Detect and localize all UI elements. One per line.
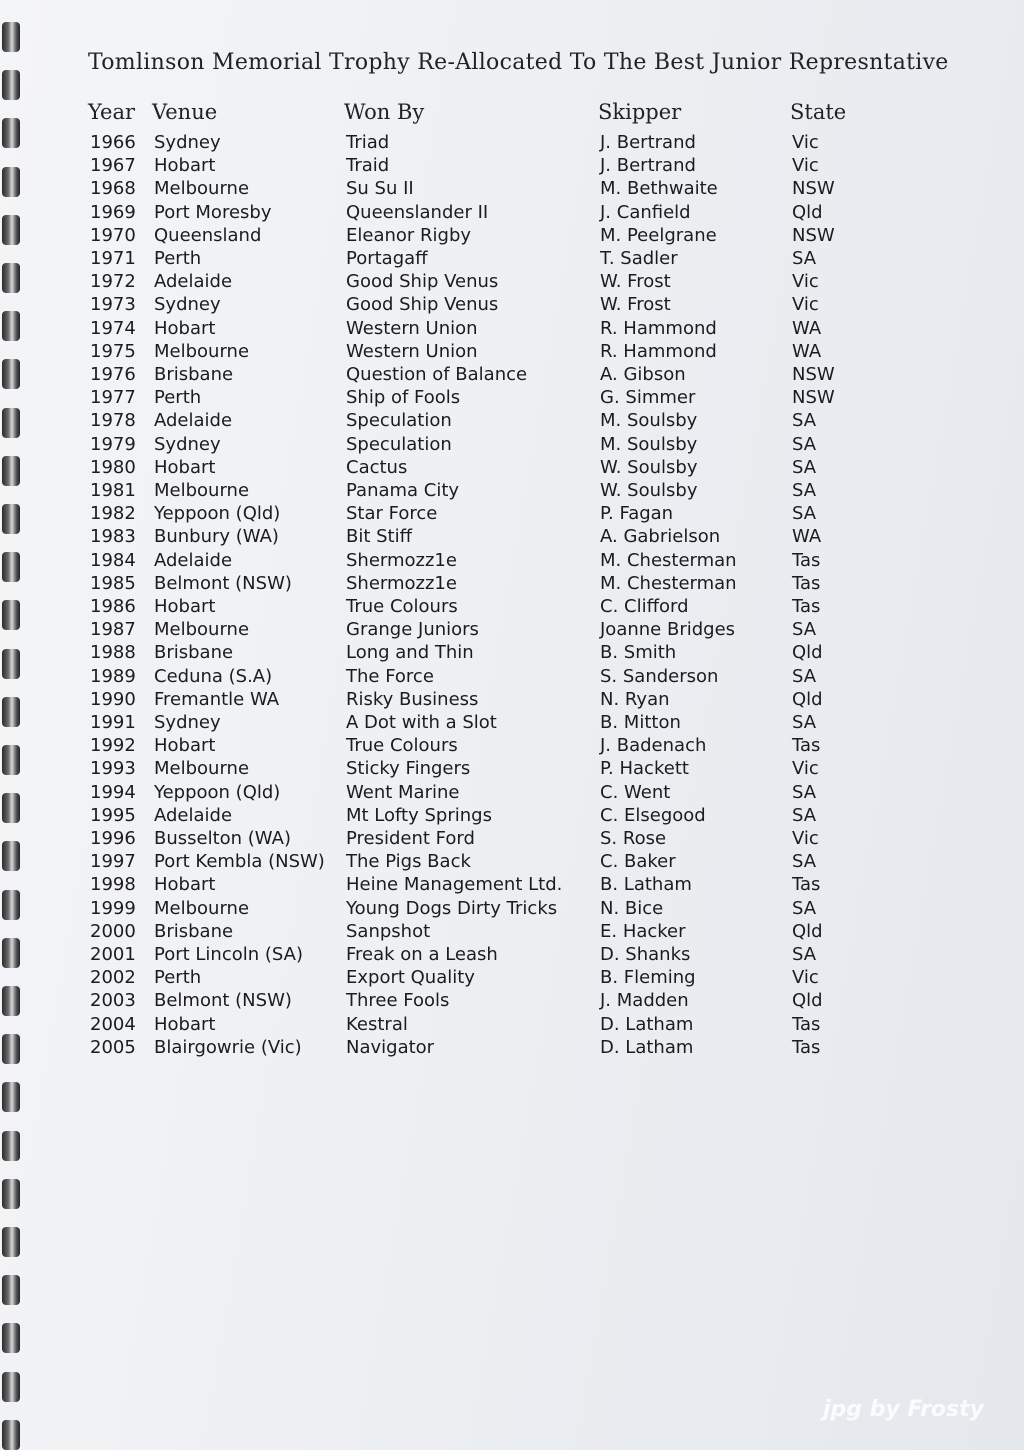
cell-venue: Perth [154, 387, 202, 409]
cell-skipper: B. Fleming [600, 967, 696, 989]
table-row [30, 225, 1024, 248]
cell-venue: Sydney [154, 712, 221, 733]
cell-skipper: S. Rose [600, 828, 667, 849]
cell-won-by: Bit Stiff [346, 526, 413, 548]
cell-won-by: Navigator [346, 1036, 435, 1058]
cell-year: 1996 [90, 828, 136, 849]
cell-won-by: True Colours [346, 735, 458, 757]
cell-state: NSW [792, 364, 835, 385]
cell-year: 1982 [90, 503, 136, 525]
cell-skipper: J. Canfield [600, 201, 691, 223]
cell-skipper: M. Chesterman [600, 549, 737, 571]
cell-year: 2001 [90, 944, 136, 965]
cell-venue: Hobart [154, 317, 216, 339]
cell-state: SA [792, 248, 817, 269]
table-row [30, 689, 1024, 712]
cell-state: SA [792, 712, 817, 733]
cell-state: WA [792, 317, 822, 339]
cell-state: NSW [792, 387, 835, 409]
cell-skipper: A. Gibson [600, 364, 686, 385]
cell-year: 1968 [90, 178, 136, 200]
cell-skipper: W. Frost [600, 294, 671, 316]
cell-state: SA [792, 781, 817, 803]
cell-skipper: C. Elsegood [600, 804, 706, 826]
header-year: Year [88, 100, 136, 124]
cell-state: SA [792, 619, 817, 641]
cell-state: NSW [792, 224, 835, 246]
table-row [30, 410, 1024, 433]
cell-skipper: Joanne Bridges [600, 619, 736, 641]
cell-state: Tas [792, 572, 821, 594]
cell-won-by: The Force [346, 665, 434, 687]
cell-state: Tas [792, 596, 821, 617]
cell-skipper: N. Bice [600, 897, 664, 919]
cell-won-by: Heine Management Ltd. [346, 874, 563, 896]
cell-won-by: Shermozz1e [346, 549, 457, 571]
cell-year: 1994 [90, 781, 136, 803]
cell-year: 1984 [90, 549, 136, 571]
cell-state: Tas [792, 735, 821, 757]
cell-year: 1973 [90, 294, 136, 316]
cell-won-by: Kestral [346, 1013, 408, 1035]
cell-skipper: R. Hammond [600, 340, 717, 362]
cell-state: Tas [792, 1036, 821, 1058]
table-row [30, 898, 1024, 921]
cell-year: 1979 [90, 433, 136, 455]
table-row [30, 318, 1024, 341]
cell-state: WA [792, 340, 822, 362]
cell-venue: Melbourne [154, 619, 250, 641]
cell-venue: Queensland [154, 224, 262, 246]
binding-ring [2, 263, 20, 293]
cell-venue: Perth [154, 248, 202, 269]
table-row [30, 712, 1024, 735]
cell-venue: Hobart [154, 155, 216, 177]
cell-won-by: Good Ship Venus [346, 294, 499, 316]
cell-skipper: R. Hammond [600, 317, 717, 339]
cell-skipper: G. Simmer [600, 387, 696, 409]
cell-year: 1989 [90, 665, 136, 687]
cell-skipper: S. Sanderson [600, 665, 719, 687]
cell-venue: Melbourne [154, 340, 250, 362]
cell-year: 1975 [90, 340, 136, 362]
cell-skipper: C. Clifford [600, 596, 689, 617]
table-row [30, 1037, 1024, 1060]
cell-state: Vic [792, 155, 819, 177]
cell-state: Qld [792, 642, 823, 664]
cell-won-by: President Ford [346, 828, 475, 849]
cell-won-by: Freak on a Leash [346, 944, 498, 965]
table-row [30, 666, 1024, 689]
binding-ring [2, 359, 20, 389]
cell-state: SA [792, 944, 817, 965]
cell-year: 1977 [90, 387, 136, 409]
document-page [30, 0, 1024, 1450]
cell-venue: Adelaide [154, 410, 233, 432]
table-row [30, 990, 1024, 1013]
table-row [30, 457, 1024, 480]
cell-venue: Adelaide [154, 549, 233, 571]
binding-ring [2, 938, 20, 968]
cell-won-by: Good Ship Venus [346, 271, 499, 293]
table-row [30, 155, 1024, 178]
binding-ring [2, 1275, 20, 1305]
cell-won-by: Ship of Fools [346, 387, 461, 409]
cell-won-by: Long and Thin [346, 642, 474, 664]
cell-venue: Bunbury (WA) [154, 526, 279, 548]
cell-venue: Port Moresby [154, 201, 272, 223]
cell-won-by: Su Su II [346, 178, 414, 200]
cell-won-by: Eleanor Rigby [346, 224, 472, 246]
cell-won-by: Cactus [346, 456, 408, 478]
table-row [30, 503, 1024, 526]
cell-skipper: B. Smith [600, 642, 677, 664]
cell-skipper: P. Fagan [600, 503, 674, 525]
cell-state: Qld [792, 688, 823, 710]
cell-state: SA [792, 456, 817, 478]
binding-ring [2, 118, 20, 148]
cell-venue: Melbourne [154, 178, 250, 200]
cell-venue: Fremantle WA [154, 688, 280, 710]
binding-ring [2, 600, 20, 630]
table-row [30, 178, 1024, 201]
table-row [30, 294, 1024, 317]
cell-won-by: Grange Juniors [346, 619, 479, 641]
table-row [30, 480, 1024, 503]
table-row [30, 1014, 1024, 1037]
cell-year: 2005 [90, 1036, 136, 1058]
cell-state: Vic [792, 271, 819, 293]
cell-won-by: Went Marine [346, 781, 460, 803]
binding-ring [2, 1034, 20, 1064]
binding-ring [2, 456, 20, 486]
spiral-binding [0, 0, 30, 1450]
cell-venue: Adelaide [154, 804, 233, 826]
table-row [30, 851, 1024, 874]
cell-year: 1981 [90, 480, 136, 501]
cell-venue: Melbourne [154, 897, 250, 919]
cell-year: 1980 [90, 456, 136, 478]
cell-venue: Adelaide [154, 271, 233, 293]
cell-venue: Ceduna (S.A) [154, 665, 273, 687]
cell-skipper: C. Baker [600, 851, 676, 873]
table-row [30, 642, 1024, 665]
cell-state: SA [792, 665, 817, 687]
cell-year: 1967 [90, 155, 136, 177]
binding-ring [2, 793, 20, 823]
binding-ring [2, 1372, 20, 1402]
cell-won-by: Panama City [346, 480, 460, 501]
cell-won-by: Three Fools [346, 990, 450, 1012]
binding-ring [2, 1082, 20, 1112]
cell-state: Vic [792, 758, 819, 780]
cell-skipper: B. Latham [600, 874, 692, 896]
cell-skipper: W. Soulsby [600, 480, 698, 501]
cell-year: 1970 [90, 224, 136, 246]
table-row [30, 271, 1024, 294]
cell-state: SA [792, 433, 817, 455]
cell-skipper: N. Ryan [600, 688, 670, 710]
cell-state: Vic [792, 132, 819, 153]
cell-year: 1976 [90, 364, 136, 385]
binding-ring [2, 552, 20, 582]
header-state: State [790, 100, 847, 124]
cell-venue: Brisbane [154, 364, 234, 385]
cell-state: Vic [792, 828, 819, 849]
cell-won-by: Speculation [346, 433, 452, 455]
cell-skipper: J. Bertrand [600, 132, 696, 153]
binding-ring [2, 1323, 20, 1353]
cell-year: 1998 [90, 874, 136, 896]
cell-won-by: A Dot with a Slot [346, 712, 497, 733]
cell-year: 1991 [90, 712, 136, 733]
cell-won-by: Queenslander II [346, 201, 489, 223]
cell-year: 1990 [90, 688, 136, 710]
cell-year: 1995 [90, 804, 136, 826]
cell-venue: Hobart [154, 735, 216, 757]
cell-won-by: Young Dogs Dirty Tricks [346, 897, 558, 919]
cell-venue: Perth [154, 967, 202, 989]
cell-venue: Melbourne [154, 758, 250, 780]
cell-state: Tas [792, 1013, 821, 1035]
cell-year: 1988 [90, 642, 136, 664]
table-row [30, 758, 1024, 781]
table-row [30, 364, 1024, 387]
cell-state: Qld [792, 920, 823, 942]
cell-year: 1985 [90, 572, 136, 594]
cell-won-by: Star Force [346, 503, 438, 525]
cell-skipper: M. Bethwaite [600, 178, 718, 200]
cell-venue: Brisbane [154, 642, 234, 664]
cell-year: 1971 [90, 248, 136, 269]
cell-venue: Yeppoon (Qld) [154, 503, 281, 525]
cell-state: NSW [792, 178, 835, 200]
cell-year: 2003 [90, 990, 136, 1012]
cell-year: 1997 [90, 851, 136, 873]
cell-won-by: Western Union [346, 317, 478, 339]
binding-ring [2, 22, 20, 52]
table-row [30, 782, 1024, 805]
table-row [30, 828, 1024, 851]
cell-skipper: B. Mitton [600, 712, 681, 733]
cell-skipper: M. Peelgrane [600, 224, 717, 246]
cell-state: WA [792, 526, 822, 548]
binding-ring [2, 215, 20, 245]
cell-won-by: Risky Business [346, 688, 479, 710]
cell-skipper: M. Chesterman [600, 572, 737, 594]
cell-state: SA [792, 480, 817, 501]
cell-won-by: Portagaff [346, 248, 428, 269]
cell-year: 2000 [90, 920, 136, 942]
cell-skipper: E. Hacker [600, 920, 686, 942]
cell-skipper: P. Hackett [600, 758, 689, 780]
table-row [30, 387, 1024, 410]
cell-venue: Yeppoon (Qld) [154, 781, 281, 803]
binding-ring [2, 1420, 20, 1450]
cell-won-by: Traid [346, 155, 390, 177]
cell-venue: Belmont (NSW) [154, 572, 292, 594]
table-row [30, 805, 1024, 828]
cell-skipper: W. Soulsby [600, 456, 698, 478]
table-row [30, 967, 1024, 990]
cell-year: 1974 [90, 317, 136, 339]
cell-skipper: D. Latham [600, 1036, 694, 1058]
cell-venue: Port Kembla (NSW) [154, 851, 325, 873]
binding-ring [2, 1179, 20, 1209]
cell-year: 1993 [90, 758, 136, 780]
cell-venue: Hobart [154, 456, 216, 478]
cell-won-by: Sticky Fingers [346, 758, 471, 780]
cell-state: Tas [792, 874, 821, 896]
binding-ring [2, 649, 20, 679]
cell-year: 1983 [90, 526, 136, 548]
cell-venue: Sydney [154, 132, 221, 153]
cell-venue: Brisbane [154, 920, 234, 942]
cell-year: 1987 [90, 619, 136, 641]
cell-year: 1999 [90, 897, 136, 919]
cell-year: 1972 [90, 271, 136, 293]
table-row [30, 550, 1024, 573]
binding-ring [2, 986, 20, 1016]
cell-venue: Blairgowrie (Vic) [154, 1036, 302, 1058]
binding-ring [2, 408, 20, 438]
cell-year: 1992 [90, 735, 136, 757]
table-row [30, 434, 1024, 457]
cell-venue: Sydney [154, 433, 221, 455]
header-skipper: Skipper [598, 100, 682, 124]
cell-state: Tas [792, 549, 821, 571]
table-row [30, 202, 1024, 225]
table-row [30, 619, 1024, 642]
table-row [30, 944, 1024, 967]
cell-year: 2002 [90, 967, 136, 989]
cell-won-by: Shermozz1e [346, 572, 457, 594]
binding-ring [2, 1227, 20, 1257]
binding-ring [2, 70, 20, 100]
cell-venue: Hobart [154, 874, 216, 896]
cell-skipper: T. Sadler [600, 248, 678, 269]
binding-ring [2, 890, 20, 920]
cell-state: SA [792, 804, 817, 826]
table-row [30, 921, 1024, 944]
table-row [30, 874, 1024, 897]
cell-won-by: Speculation [346, 410, 452, 432]
cell-state: SA [792, 897, 817, 919]
header-won-by: Won By [344, 100, 425, 124]
table-row [30, 596, 1024, 619]
table-row [30, 341, 1024, 364]
cell-venue: Melbourne [154, 480, 250, 501]
cell-won-by: The Pigs Back [346, 851, 471, 873]
table-row [30, 248, 1024, 271]
cell-skipper: J. Bertrand [600, 155, 696, 177]
cell-skipper: J. Badenach [600, 735, 707, 757]
cell-venue: Busselton (WA) [154, 828, 291, 849]
cell-skipper: D. Shanks [600, 944, 691, 965]
header-venue: Venue [152, 100, 218, 124]
cell-skipper: W. Frost [600, 271, 671, 293]
table-row [30, 735, 1024, 758]
table-row [30, 573, 1024, 596]
cell-skipper: M. Soulsby [600, 433, 698, 455]
cell-won-by: Western Union [346, 340, 478, 362]
cell-won-by: Sanpshot [346, 920, 431, 942]
cell-won-by: True Colours [346, 596, 458, 617]
cell-venue: Port Lincoln (SA) [154, 944, 304, 965]
cell-skipper: J. Madden [600, 990, 689, 1012]
cell-venue: Belmont (NSW) [154, 990, 292, 1012]
cell-year: 1969 [90, 201, 136, 223]
binding-ring [2, 745, 20, 775]
cell-year: 1978 [90, 410, 136, 432]
cell-state: Vic [792, 294, 819, 316]
cell-state: Qld [792, 201, 823, 223]
table-row [30, 132, 1024, 155]
cell-skipper: D. Latham [600, 1013, 694, 1035]
binding-ring [2, 697, 20, 727]
watermark-text: jpg by Frosty [823, 1397, 984, 1422]
cell-skipper: M. Soulsby [600, 410, 698, 432]
cell-won-by: Triad [346, 132, 390, 153]
binding-ring [2, 1131, 20, 1161]
table-row [30, 526, 1024, 549]
cell-year: 1966 [90, 132, 136, 153]
cell-venue: Hobart [154, 1013, 216, 1035]
binding-ring [2, 311, 20, 341]
cell-skipper: A. Gabrielson [600, 526, 721, 548]
cell-state: Vic [792, 967, 819, 989]
cell-venue: Sydney [154, 294, 221, 316]
binding-ring [2, 504, 20, 534]
page-title: Tomlinson Memorial Trophy Re-Allocated To The Best Junior Represntative [88, 50, 949, 75]
cell-venue: Hobart [154, 596, 216, 617]
cell-state: SA [792, 851, 817, 873]
binding-ring [2, 841, 20, 871]
cell-state: Qld [792, 990, 823, 1012]
cell-won-by: Export Quality [346, 967, 475, 989]
cell-year: 1986 [90, 596, 136, 617]
cell-state: SA [792, 503, 817, 525]
binding-ring [2, 167, 20, 197]
cell-year: 2004 [90, 1013, 136, 1035]
cell-state: SA [792, 410, 817, 432]
cell-skipper: C. Went [600, 781, 671, 803]
cell-won-by: Question of Balance [346, 364, 528, 385]
cell-won-by: Mt Lofty Springs [346, 804, 492, 826]
